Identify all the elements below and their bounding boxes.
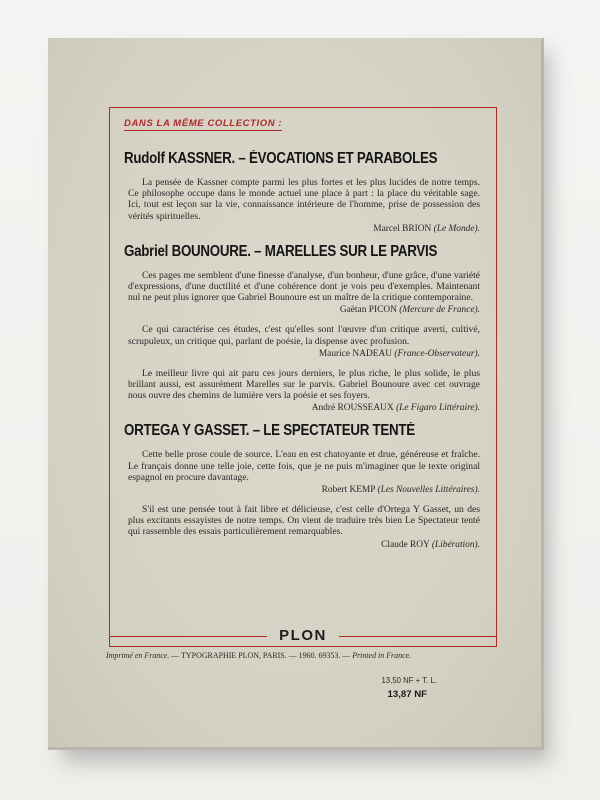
review-text: Le meilleur livre qui ait paru ces jours derniers, le plus riche, le plus solide, le plus brillant aussi, est assurément Marelles sur le parvis. Gabriel Bounoure avec cet ouvrage nous ouvre des chemins de lumière vers la poésie et ses foyers.	[128, 367, 480, 402]
review-author: André ROUSSEAUX	[311, 403, 394, 414]
review-source: (Le Figaro Littéraire).	[396, 403, 480, 414]
review-attribution	[124, 485, 480, 495]
review-source: (Libération).	[431, 539, 480, 550]
review-source: (Le Monde).	[433, 223, 480, 234]
imprint-left: Imprimé en France.	[106, 651, 170, 660]
imprint-middle: — TYPOGRAPHIE PLON, PARIS. — 1960. 69353. —	[171, 651, 351, 660]
review-text: Cette belle prose coule de source. L'eau en est chatoyante et drue, généreuse et fraîche. Le français donne une telle joie, cette fois, que je ne puis m'imaginer que le texte original espagnol en procure davantage.	[128, 449, 480, 483]
review-attribution	[124, 349, 480, 359]
book-entry-bounoure	[124, 243, 484, 414]
review-text: Ce qui caractérise ces études, c'est qu'elles sont l'œuvre d'un critique averti, cultivé, scrupuleux, un critique qui, parlant de poésie, la dispense avec profusion.	[128, 324, 480, 347]
price-with-tax: 13,50 NF + T. L.	[381, 676, 437, 685]
review-source: (France-Observateur).	[394, 348, 480, 359]
reviews-content	[124, 150, 484, 559]
review-author: Maurice NADEAU	[318, 348, 392, 359]
review-text: S'il est une pensée tout à fait libre et délicieuse, c'est celle d'Ortega Y Gasset, un des plus excitants essayistes de notre temps. On vient de traduire très bien Le Spectateur tenté qui rassemble des essais particulièrement remarquables.	[128, 504, 480, 538]
publisher-name: PLON	[279, 627, 327, 644]
publisher-band	[109, 626, 497, 646]
review-source: (Mercure de France).	[399, 305, 480, 316]
review-text: La pensée de Kassner compte parmi les plus fortes et les plus lucides de notre temps. Ce philosophe occupe dans le monde actuel une place à part : la place du véritable sage. Ici, tout est leçon sur la vie, connaissance intérieure de l'homme, prise de possession des vérités spirituelles.	[128, 177, 480, 222]
review-text: Ces pages me semblent d'une finesse d'analyse, d'un bonheur, d'une grâce, d'une variété d'expressions, d'une ductilité et d'une cohérence dont je vois peu d'exemples. Maintenant nul ne peut plus ignorer que Gabriel Bounoure est un maître de la critique contemporaine.	[128, 269, 480, 304]
review-author: Marcel BRION	[373, 223, 432, 234]
review-attribution	[124, 540, 480, 550]
book-back-cover	[48, 38, 544, 750]
imprint-right: Printed in France.	[352, 651, 412, 660]
review-author: Robert KEMP	[321, 485, 376, 496]
review-author: Claude ROY	[381, 539, 430, 550]
book-heading: Rudolf KASSNER. – ÉVOCATIONS ET PARABOLES	[124, 150, 438, 167]
book-heading: Gabriel BOUNOURE. – MARELLES SUR LE PARVIS	[124, 242, 438, 260]
review-attribution	[124, 403, 480, 413]
price-total: 13,87 NF	[387, 689, 427, 700]
review-attribution	[124, 305, 480, 315]
book-entry-kassner	[124, 150, 484, 234]
review-author: Gaëtan PICON	[339, 305, 397, 316]
review-attribution	[124, 224, 480, 234]
series-title: DANS LA MÊME COLLECTION :	[124, 118, 283, 129]
imprint-line	[106, 651, 494, 660]
red-rule-right	[339, 636, 497, 637]
red-frame	[109, 107, 497, 647]
book-heading: ORTEGA Y GASSET. – LE SPECTATEUR TENTÉ	[124, 422, 415, 440]
review-source: (Les Nouvelles Littéraires).	[377, 485, 480, 496]
book-entry-ortega	[124, 422, 484, 549]
